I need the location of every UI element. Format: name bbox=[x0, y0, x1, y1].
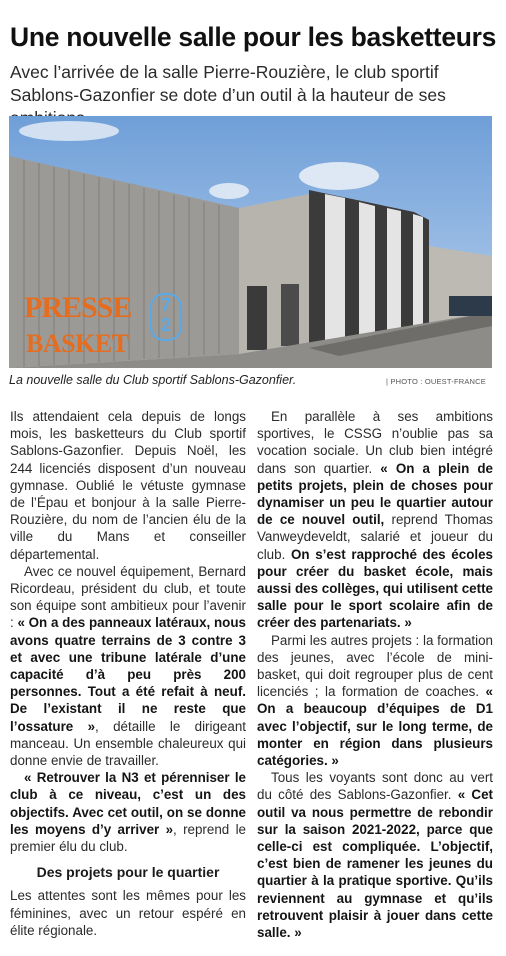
text-run: , reprend le premier élu du club. bbox=[10, 821, 246, 855]
logo-line1: PRESSE bbox=[24, 291, 132, 324]
left-column bbox=[10, 408, 246, 939]
paragraph: Ils attendaient cela depuis de longs mois, les basketteurs du Club sportif Sablons-Gazonfier. Depuis Noël, les 244 licenciés disposent d’un nouveau gymnase. Oublié le vétuste gymnase de l’Épau et bonjour à la salle Pierre-Rouzière, du nom de l’ancien élu de la ville du Mans et conseiller départemental. bbox=[10, 409, 246, 562]
text-run: Avec ce nouvel équipement, Bernard Ricordeau, président du club, et toute son équipe sont ambitieux pour l’avenir : bbox=[10, 563, 246, 631]
photo-caption: La nouvelle salle du Club sportif Sablons-Gazonfier. bbox=[9, 373, 297, 387]
article-standfirst: Avec l’arrivée de la salle Pierre-Rouzière, le club sportif Sablons-Gazonfier se dote d’un outil à la hauteur de ses bbox=[10, 62, 446, 105]
logo-number-bottom: 2 bbox=[160, 315, 171, 335]
paragraph bbox=[257, 632, 493, 770]
paragraph bbox=[10, 769, 246, 855]
text-run: En parallèle à ses ambitions sportives, le CSSG n’oublie pas sa vocation sociale. Un club bien intégré dans son quartier. bbox=[257, 409, 493, 476]
logo-number bbox=[150, 293, 182, 341]
quote: « Cet outil va nous permettre de rebondir sur la saison 2021-2022, parce que celle-ci est compliquée. L’objectif, c’est bien de ramener les jeunes du quartier à la pratique sportive. Qu’ils reviennent au gymnase et qu’ils retrouvent plaisir à jouer dans cette salle. » bbox=[257, 787, 494, 941]
presse-basket-logo bbox=[24, 293, 184, 365]
quote: « On a plein de petits projets, plein de choses pour dynamiser un peu le quartier autour de ce nouvel outil, bbox=[257, 460, 493, 528]
quote: « On a beaucoup d’équipes de D1 avec l’objectif, sur le long terme, de monter en région dans plusieurs catégories. » bbox=[257, 684, 493, 769]
article-headline: Une nouvelle salle pour les basketteurs bbox=[10, 22, 497, 52]
section-subhead: Des projets pour le quartier bbox=[36, 864, 220, 881]
text-run: reprend Thomas Vanweydeveldt, salarié et joueur du club. bbox=[257, 512, 493, 562]
paragraph bbox=[257, 408, 493, 632]
quote: « On a des panneaux latéraux, nous avons quatre terrains de 3 contre 3 et avec une tribune latérale d’une capacité d’à peu près 200 personnes. Tout a été refait à neuf. De l’existant il ne reste que l’ossature » bbox=[10, 615, 246, 734]
text-run: , détaille le dirigeant manceau. Un ensemble chaleureux qui donne envie de travailler. bbox=[10, 718, 246, 769]
right-column bbox=[257, 408, 493, 941]
text-run: Parmi les autres projets : la formation des jeunes, avec l’école de mini-basket, qui doit regrouper plus de cent licenciés ; la formation de coaches. bbox=[257, 632, 493, 700]
photo-credit: | PHOTO : OUEST-FRANCE bbox=[386, 377, 486, 386]
paragraph bbox=[10, 563, 246, 769]
logo-number-top: 7 bbox=[160, 295, 171, 315]
text-run: Tous les voyants sont donc au vert du côté des Sablons-Gazonfier. bbox=[257, 770, 493, 803]
quote: On s’est rapproché des écoles pour créer du basket école, mais aussi des collèges, qui utilisent cette salle pour le sport scolaire afin de créer des partenariats. » bbox=[257, 546, 493, 631]
quote: « Retrouver la N3 et pérenniser le club à ce niveau, c’est un des objectifs. Avec cet outil, on se donne les moyens d’y arriver » bbox=[10, 770, 246, 837]
paragraph bbox=[257, 769, 493, 941]
paragraph: Les attentes sont les mêmes pour les féminines, avec un retour espéré en élite régionale. bbox=[10, 888, 246, 938]
logo-line2: BASKET bbox=[26, 329, 129, 358]
